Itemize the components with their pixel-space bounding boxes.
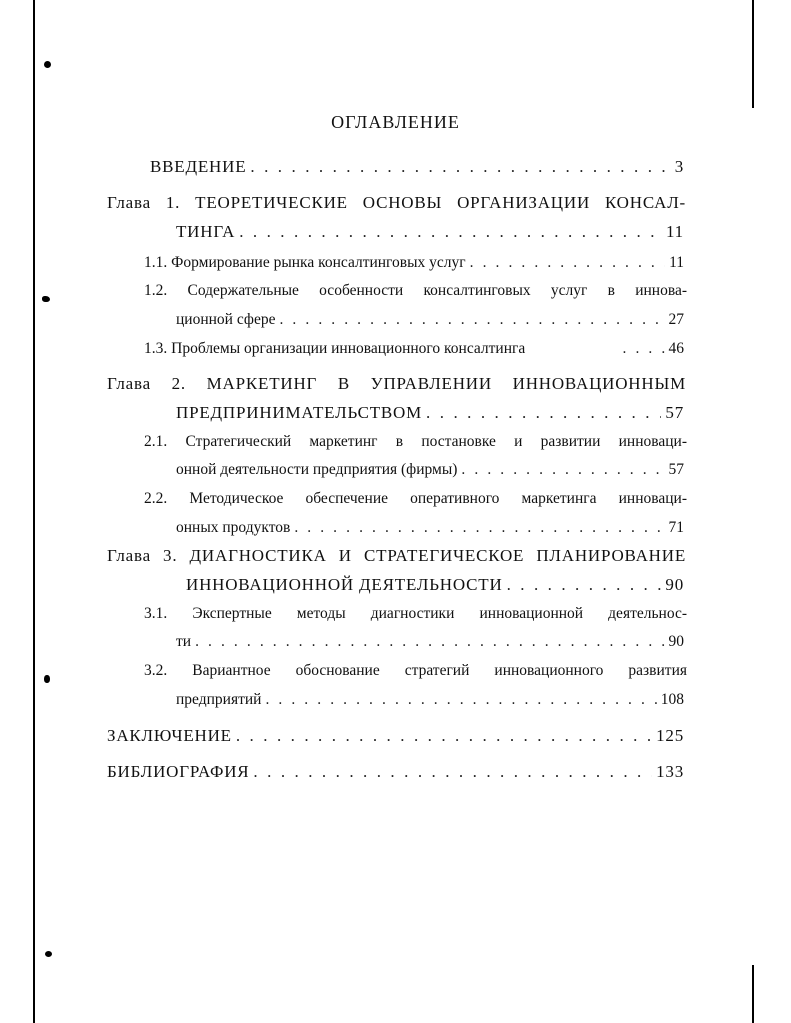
toc-entry-conclusion[interactable]	[107, 726, 684, 746]
dot-leader	[279, 310, 664, 330]
toc-page-number: 90	[668, 633, 684, 650]
toc-section-3-1[interactable]	[144, 604, 687, 624]
toc-chapter-1-title[interactable]: Глава 1. ТЕОРЕТИЧЕСКИЕ ОСНОВЫ ОРГАНИЗАЦИИ КОНСАЛ-	[107, 193, 686, 212]
toc-section-3-1-cont[interactable]	[176, 632, 684, 652]
toc-chapter-1-cont[interactable]	[176, 222, 684, 242]
toc-entry-bibliography[interactable]	[107, 762, 684, 782]
toc-section-1-2[interactable]	[144, 281, 687, 301]
toc-entry-label: ИННОВАЦИОННОЙ ДЕЯТЕЛЬНОСТИ	[186, 575, 503, 594]
toc-entry-label: предприятий	[176, 691, 262, 708]
toc-entry-label: ти	[176, 633, 192, 650]
toc-chapter-3-cont[interactable]	[186, 575, 684, 595]
toc-section-2-2-cont[interactable]	[176, 518, 684, 538]
binding-hole-mark	[44, 61, 51, 68]
scan-border-right-top	[752, 0, 754, 108]
toc-section-number: 3.1.	[144, 605, 168, 622]
toc-page-number: 108	[660, 691, 684, 708]
toc-entry-label: ционной сфере	[176, 311, 276, 328]
toc-section-number: 1.3.	[144, 340, 168, 357]
toc-section-number: 3.2.	[144, 662, 168, 679]
toc-section-number: 2.1.	[144, 433, 168, 450]
toc-page-number: 57	[668, 461, 684, 478]
toc-entry-label: Содержательные особенности консалтинговых услуг в иннова-	[187, 282, 687, 299]
dot-leader	[623, 339, 665, 359]
toc-section-3-2-cont[interactable]	[176, 690, 684, 710]
toc-section-number: 1.1.	[144, 254, 168, 271]
toc-chapter-3-title[interactable]: Глава 3. ДИАГНОСТИКА И СТРАТЕГИЧЕСКОЕ ПЛАНИРОВАНИЕ	[107, 546, 686, 565]
toc-page-number: 11	[666, 222, 684, 241]
dot-leader	[195, 632, 664, 652]
toc-page-number: 46	[668, 340, 684, 357]
toc-entry-label: Вариантное обоснование стратегий инновационного развития	[192, 662, 687, 679]
dot-leader	[470, 253, 665, 273]
toc-page-number: 133	[656, 762, 684, 781]
toc-section-2-1[interactable]	[144, 432, 687, 452]
toc-section-2-1-cont[interactable]	[176, 460, 684, 480]
toc-entry-label: БИБЛИОГРАФИЯ	[107, 762, 250, 781]
toc-section-number: 1.2.	[144, 282, 168, 299]
dot-leader	[253, 762, 652, 782]
dot-leader	[426, 403, 661, 423]
toc-chapter-2-cont[interactable]	[176, 403, 684, 423]
dot-leader	[294, 518, 664, 538]
toc-entry-label: Методическое обеспечение оперативного маркетинга инноваци-	[189, 490, 688, 507]
binding-hole-mark	[45, 951, 52, 957]
toc-section-3-2[interactable]	[144, 661, 687, 681]
toc-page-number: 3	[674, 157, 684, 176]
toc-section-number: 2.2.	[144, 490, 168, 507]
dot-leader	[507, 575, 662, 595]
dot-leader	[265, 690, 656, 710]
toc-page-number: 71	[668, 519, 684, 536]
toc-chapter-2-title[interactable]: Глава 2. МАРКЕТИНГ В УПРАВЛЕНИИ ИННОВАЦИОННЫМ	[107, 374, 686, 393]
dot-leader	[461, 460, 664, 480]
toc-entry-label: онной деятельности предприятия (фирмы)	[176, 461, 458, 478]
binding-hole-mark	[42, 296, 50, 302]
toc-entry-label: ЗАКЛЮЧЕНИЕ	[107, 726, 232, 745]
toc-page-number: 27	[668, 311, 684, 328]
toc-page-number: 125	[656, 726, 684, 745]
toc-section-1-2-cont[interactable]	[176, 310, 684, 330]
toc-section-1-1[interactable]	[144, 253, 684, 273]
toc-entry-label: ТИНГА	[176, 222, 236, 241]
toc-entry-label: Проблемы организации инновационного консалтинга	[171, 340, 526, 357]
page-title: ОГЛАВЛЕНИЕ	[331, 112, 460, 132]
toc-page-number: 11	[669, 254, 684, 271]
toc-entry-label: ВВЕДЕНИЕ	[150, 157, 247, 176]
toc-section-1-3[interactable]	[144, 339, 684, 359]
toc-entry-label: ПРЕДПРИНИМАТЕЛЬСТВОМ	[176, 403, 423, 422]
dot-leader	[239, 222, 662, 242]
toc-entry-label: Формирование рынка консалтинговых услуг	[171, 254, 466, 271]
toc-section-2-2[interactable]	[144, 489, 687, 509]
toc-entry-intro[interactable]	[150, 157, 684, 177]
toc-entry-label: онных продуктов	[176, 519, 291, 536]
toc-entry-label: Стратегический маркетинг в постановке и развитии инноваци-	[185, 433, 687, 450]
toc-entry-label: Экспертные методы диагностики инновационной деятельнос-	[192, 605, 687, 622]
dot-leader	[236, 726, 652, 746]
scan-border-right-bottom	[752, 965, 754, 1023]
toc-page-number: 57	[665, 403, 684, 422]
scan-border-left	[33, 0, 35, 1023]
toc-page-number: 90	[665, 575, 684, 594]
dot-leader	[250, 157, 670, 177]
binding-hole-mark	[44, 675, 50, 683]
